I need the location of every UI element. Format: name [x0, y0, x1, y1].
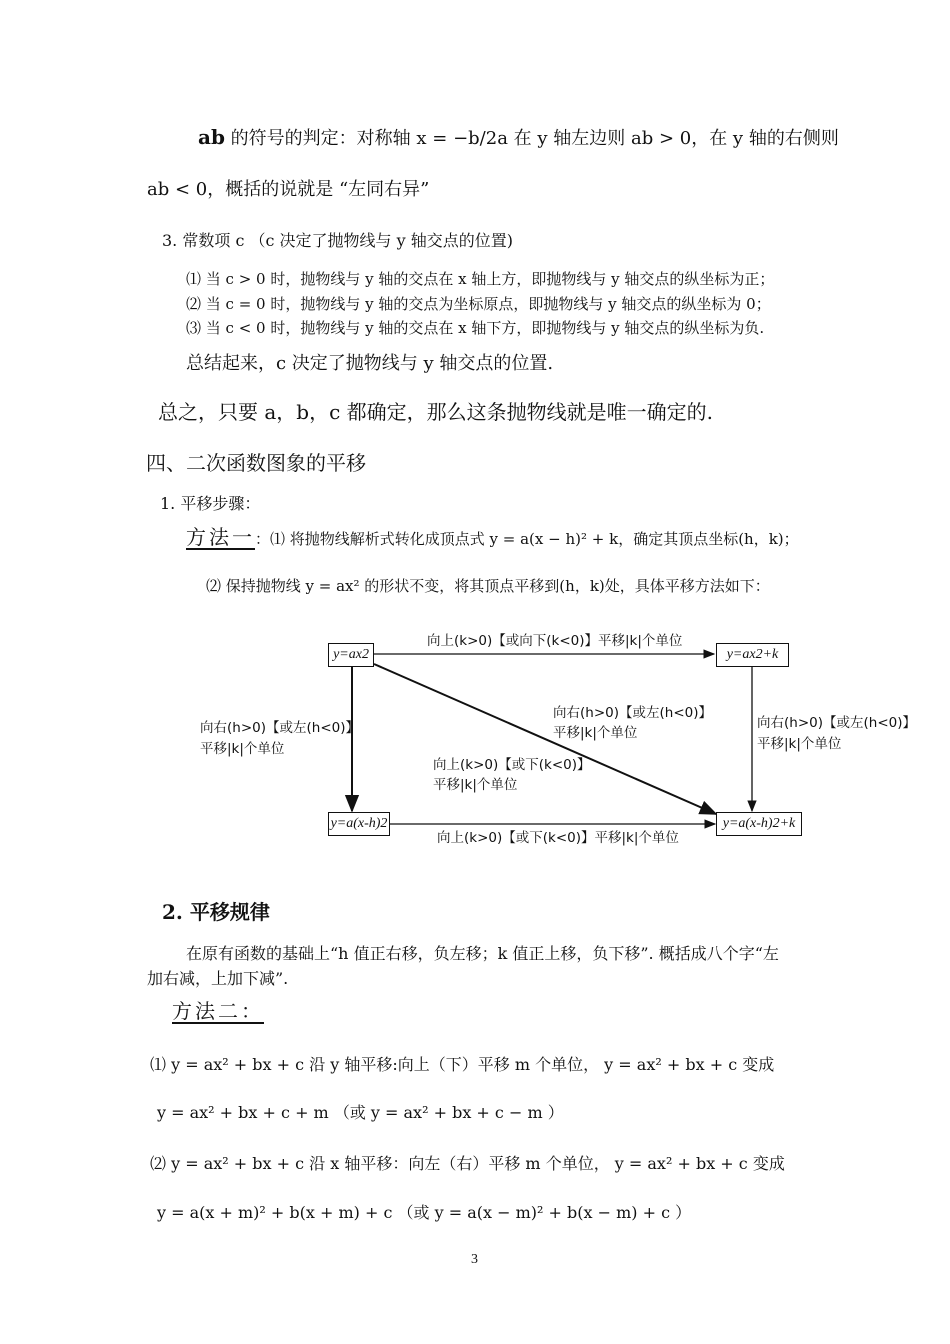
c-case-positive: ⑴ 当 c > 0 时，抛物线与 y 轴的交点在 x 轴上方，即抛物线与 y 轴交点的纵坐标为正；	[186, 270, 775, 288]
box-y-ax2-plus-k: y=ax2+k	[716, 643, 789, 667]
label-top-shift: 向上(k>0)【或向下(k<0)】平移|k|个单位	[427, 633, 683, 649]
method2-item1: ⑴ y = ax² + bx + c 沿 y 轴平移:向上（下）平移 m 个单位， y = ax² + bx + c 变成	[150, 1055, 775, 1074]
section-4-heading: 四、二次函数图象的平移	[146, 451, 366, 475]
box-y-a-x-minus-h-sq-plus-k: y=a(x-h)2+k	[716, 812, 802, 836]
overall-conclusion: 总之，只要 a，b，c 都确定，那么这条抛物线就是唯一确定的.	[158, 400, 713, 424]
method2-item2-result: y = a(x + m)² + b(x + m) + c （或 y = a(x − m)² + b(x − m) + c ）	[157, 1203, 692, 1222]
box-y-ax2: y=ax2	[328, 643, 374, 667]
constant-c-heading: 3. 常数项 c （c 决定了抛物线与 y 轴交点的位置)	[162, 231, 513, 250]
label-diagonal-b-line1: 向上(k>0)【或下(k<0)】	[433, 757, 591, 773]
method1-step1-text: ：⑴ 将抛物线解析式转化成顶点式 y = a(x − h)² + k，确定其顶点坐标(h，k)；	[255, 530, 799, 548]
label-diagonal-a-line2: 平移|k|个单位	[553, 725, 638, 741]
label-left-shift-line2: 平移|k|个单位	[200, 741, 285, 757]
c-summary: 总结起来，c 决定了抛物线与 y 轴交点的位置.	[186, 353, 554, 374]
rule-line1: 在原有函数的基础上“h 值正右移，负左移；k 值正上移，负下移”. 概括成八个字“左	[186, 944, 779, 963]
ab-term: ab	[198, 125, 225, 149]
box-y-a-x-minus-h-sq: y=a(x-h)2	[328, 812, 390, 836]
ab-rule-text: 的符号的判定：对称轴 x = −b/2a 在 y 轴左边则 ab > 0，在 y 轴的右侧则	[224, 128, 839, 149]
label-diagonal-a-line1: 向右(h>0)【或左(h<0)】	[553, 705, 712, 721]
label-bottom-shift: 向上(k>0)【或下(k<0)】平移|k|个单位	[437, 830, 679, 846]
step2-heading: 2. 平移规律	[162, 900, 270, 924]
method2-item1-result: y = ax² + bx + c + m （或 y = ax² + bx + c − m ）	[157, 1103, 564, 1122]
step1-heading-text: 1. 平移步骤：	[160, 494, 261, 513]
rule-line2: 加右减，上加下减”.	[147, 969, 289, 988]
method2-item2: ⑵ y = ax² + bx + c 沿 x 轴平移：向左（右）平移 m 个单位， y = ax² + bx + c 变成	[150, 1154, 785, 1173]
c-case-zero: ⑵ 当 c = 0 时，抛物线与 y 轴的交点为坐标原点，即抛物线与 y 轴交点的纵坐标为 0；	[186, 295, 771, 313]
c-case-negative: ⑶ 当 c < 0 时，抛物线与 y 轴的交点在 x 轴下方，即抛物线与 y 轴交点的纵坐标为负.	[186, 319, 765, 337]
label-diagonal-b-line2: 平移|k|个单位	[433, 777, 518, 793]
method1-label: 方法一	[186, 525, 255, 549]
ab-sign-rule-line2: ab < 0，概括的说就是 “左同右异”	[147, 179, 430, 200]
method1-step2: ⑵ 保持抛物线 y = ax² 的形状不变，将其顶点平移到(h，k)处，具体平移方法如下：	[206, 577, 770, 595]
page-number: 3	[471, 1252, 478, 1267]
arrow-diagonal	[374, 664, 716, 814]
label-left-shift-line1: 向右(h>0)【或左(h<0)】	[200, 720, 359, 736]
label-right-shift-line2: 平移|k|个单位	[757, 736, 842, 752]
label-right-shift-line1: 向右(h>0)【或左(h<0)】	[757, 715, 916, 731]
method2-label: 方法二：	[172, 999, 264, 1023]
